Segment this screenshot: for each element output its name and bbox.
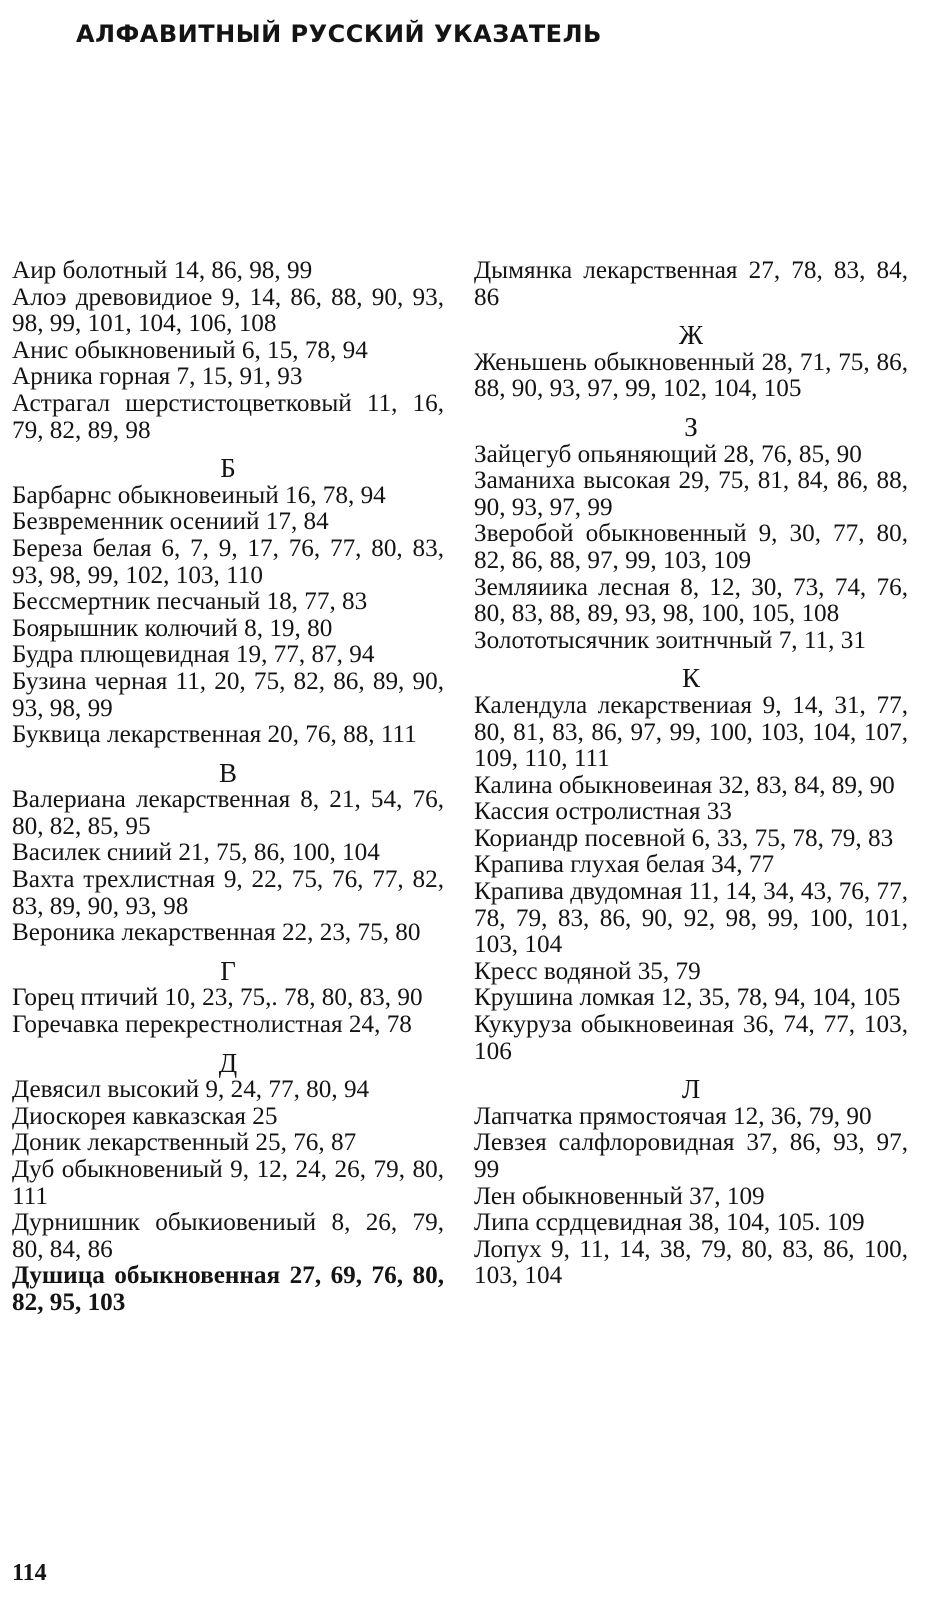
page-number: 114 bbox=[12, 1560, 47, 1586]
index-entry: Липа ссрдцевидная 38, 104, 105. 109 bbox=[474, 1209, 865, 1237]
index-entry: Календула лекарствениая 9, 14, 31, 77, 80, 81, 83, 86, 97, 99, 100, 103, 104, 107, 109, 110, 111 bbox=[474, 691, 908, 773]
index-entry: Валериана лекарственная 8, 21, 54, 76, 80, 82, 85, 95 bbox=[12, 786, 444, 840]
letter-heading: Б bbox=[220, 453, 236, 484]
index-entry: Лен обыкновенный 37, 109 bbox=[474, 1182, 765, 1210]
letter-heading: З bbox=[684, 411, 698, 442]
index-entry: Кресс водяной 35, 79 bbox=[474, 957, 701, 985]
index-column-right bbox=[474, 258, 908, 1290]
index-entry: Барбарнс обыкновеиный 16, 78, 94 bbox=[12, 481, 386, 509]
index-entry: Бузина черная 11, 20, 75, 82, 86, 89, 90, 93, 98, 99 bbox=[12, 667, 444, 722]
index-entry: Душица обыкновенная 27, 69, 76, 80, 82, 95, 103 bbox=[12, 1262, 444, 1316]
index-entry: Вахта трехлистная 9, 22, 75, 76, 77, 82, 83, 89, 90, 93, 98 bbox=[12, 866, 444, 920]
index-entry: Заманиха высокая 29, 75, 81, 84, 86, 88, 90, 93, 97, 99 bbox=[474, 467, 908, 521]
index-entry: Дурнишник обыкиовениый 8, 26, 79, 80, 84, 86 bbox=[12, 1209, 444, 1263]
index-entry: Кориандр посевной 6, 33, 75, 78, 79, 83 bbox=[474, 824, 894, 852]
index-entry: Безвременник осениий 17, 84 bbox=[12, 508, 329, 536]
index-entry: Василек сниий 21, 75, 86, 100, 104 bbox=[12, 839, 380, 867]
index-entry: Крушина ломкая 12, 35, 78, 94, 104, 105 bbox=[474, 984, 901, 1012]
index-entry: Дымянка лекарственная 27, 78, 83, 84, 86 bbox=[474, 257, 908, 311]
index-entry: Астрагал шерстистоцветковый 11, 16, 79, 82, 89, 98 bbox=[12, 389, 444, 444]
index-entry: Анис обыкновениый 6, 15, 78, 94 bbox=[12, 336, 368, 364]
index-entry: Береза белая 6, 7, 9, 17, 76, 77, 80, 83, 93, 98, 99, 102, 103, 110 bbox=[12, 534, 444, 589]
index-entry: Калина обыкновеиная 32, 83, 84, 89, 90 bbox=[474, 771, 895, 799]
index-entry: Кассия остролистная 33 bbox=[474, 798, 732, 826]
index-entry: Алоэ древовидиое 9, 14, 86, 88, 90, 93, 98, 99, 101, 104, 106, 108 bbox=[12, 283, 444, 338]
index-entry: Боярышник колючий 8, 19, 80 bbox=[12, 614, 333, 642]
index-entry: Буквица лекарственная 20, 76, 88, 111 bbox=[12, 721, 417, 749]
index-entry: Земляиика лесная 8, 12, 30, 73, 74, 76, 80, 83, 88, 89, 93, 98, 100, 105, 108 bbox=[474, 573, 908, 628]
index-entry: Девясил высокий 9, 24, 77, 80, 94 bbox=[12, 1076, 370, 1104]
letter-heading: Д bbox=[218, 1047, 238, 1078]
index-entry: Горечавка перекрестнолистная 24, 78 bbox=[12, 1011, 412, 1039]
index-entry: Левзея салфлоровидная 37, 86, 93, 97, 99 bbox=[474, 1129, 908, 1183]
index-entry: Золототысячник зоитнчный 7, 11, 31 bbox=[474, 626, 866, 654]
page-title: АЛФАВИТНЫЙ РУССКИЙ УКАЗАТЕЛЬ bbox=[76, 20, 602, 48]
letter-heading: Г bbox=[220, 955, 236, 986]
index-entry: Крапива двудомная 11, 14, 34, 43, 76, 77, 78, 79, 83, 86, 90, 92, 98, 99, 100, 101, 103, 104 bbox=[474, 878, 908, 959]
index-entry: Лопух 9, 11, 14, 38, 79, 80, 83, 86, 100, 103, 104 bbox=[474, 1235, 908, 1290]
index-entry: Аир болотный 14, 86, 98, 99 bbox=[12, 257, 313, 284]
index-entry: Доник лекарственный 25, 76, 87 bbox=[12, 1129, 357, 1157]
index-entry: Дуб обыкновениый 9, 12, 24, 26, 79, 80, 111 bbox=[12, 1156, 444, 1210]
letter-heading: К bbox=[681, 663, 700, 694]
index-entry: Горец птичий 10, 23, 75,. 78, 80, 83, 90 bbox=[12, 984, 423, 1012]
index-entry: Диоскорея кавказская 25 bbox=[12, 1102, 278, 1130]
index-entry: Вероника лекарственная 22, 23, 75, 80 bbox=[12, 919, 421, 947]
letter-heading: В bbox=[218, 757, 237, 788]
index-entry: Зайцегуб опьяняющий 28, 76, 85, 90 bbox=[474, 440, 862, 468]
index-column-left bbox=[12, 258, 444, 1317]
index-entry: Будра плющевидная 19, 77, 87, 94 bbox=[12, 641, 375, 669]
index-entry: Кукуруза обыкновеиная 36, 74, 77, 103, 106 bbox=[474, 1011, 908, 1065]
letter-heading: Ж bbox=[678, 320, 704, 351]
index-entry: Зверобой обыкновенный 9, 30, 77, 80, 82, 86, 88, 97, 99, 103, 109 bbox=[474, 520, 908, 574]
letter-heading: Л bbox=[681, 1074, 701, 1105]
index-entry: Арника горная 7, 15, 91, 93 bbox=[12, 363, 303, 391]
index-entry: Женьшень обыкновенный 28, 71, 75, 86, 88, 90, 93, 97, 99, 102, 104, 105 bbox=[474, 348, 908, 403]
index-entry: Крапива глухая белая 34, 77 bbox=[474, 851, 775, 879]
index-entry: Лапчатка прямостоячая 12, 36, 79, 90 bbox=[474, 1102, 872, 1130]
index-entry: Бессмертник песчаный 18, 77, 83 bbox=[12, 588, 368, 616]
